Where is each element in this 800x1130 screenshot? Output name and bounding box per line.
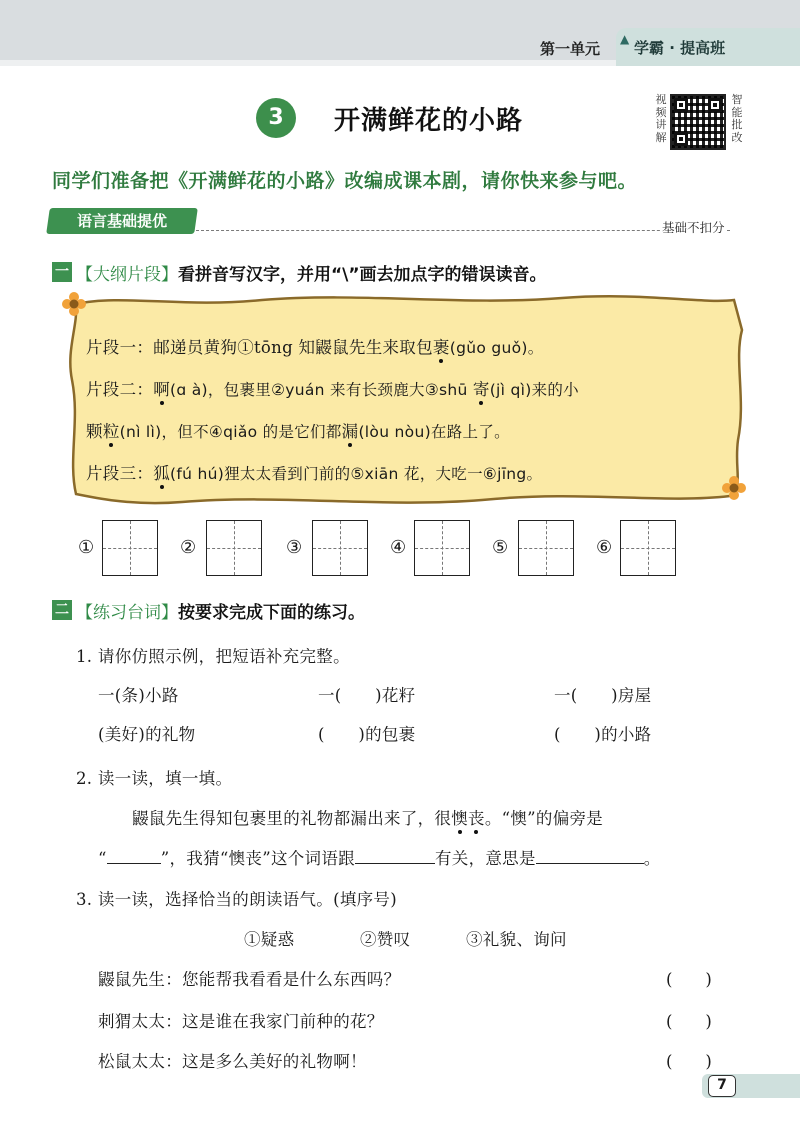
footer-tab: [702, 1074, 800, 1098]
question-1-marker: 一: [52, 262, 72, 282]
writing-grid[interactable]: [414, 520, 470, 576]
question-2-heading: [76, 598, 365, 623]
answer-paren[interactable]: ( ): [666, 1052, 712, 1071]
writing-grid[interactable]: [518, 520, 574, 576]
grid-label: ⑥: [596, 537, 613, 558]
phrase-item: 一(条)小路: [98, 686, 179, 705]
phrase-blank[interactable]: 一( )房屋: [554, 686, 652, 705]
answer-blank[interactable]: [107, 848, 161, 864]
option-item: ①疑惑: [244, 930, 295, 949]
dotted-char: 狐: [153, 464, 171, 483]
fill-in-line: “ ”，我猜“懊丧”这个词语跟 有关，意思是 。: [98, 849, 661, 868]
option-item: ③礼貌、询问: [466, 930, 567, 949]
grid-label: ③: [286, 537, 303, 558]
qr-right-caption: 智能批改: [731, 93, 743, 144]
grid-label: ④: [390, 537, 407, 558]
dialogue-line: 松鼠太太：这是多么美好的礼物啊！: [98, 1052, 367, 1071]
phrase-blank[interactable]: 一( )花籽: [318, 686, 416, 705]
question-1-heading: [76, 260, 547, 285]
sub-question-1: 1. 请你仿照示例，把短语补充完整。: [76, 647, 350, 666]
cap-icon: ▲: [620, 32, 630, 46]
question-2-instruction: 按要求完成下面的练习。: [178, 603, 365, 623]
question-1-instruction: 看拼音写汉字，并用“\”画去加点字的错误读音。: [178, 265, 547, 285]
writing-grid[interactable]: [312, 520, 368, 576]
excerpt-line-3: 颗粒(nì lì)，但不④qiǎo 的是它们都漏(lòu nòu)在路上了。: [86, 422, 510, 441]
answer-paren[interactable]: ( ): [666, 970, 712, 989]
dotted-char: 裹: [432, 338, 450, 357]
dotted-char: 啊: [153, 380, 171, 399]
writing-grid[interactable]: [102, 520, 158, 576]
page-title: 开满鲜花的小路: [334, 106, 524, 136]
dotted-char: 漏: [341, 422, 359, 441]
answer-blank[interactable]: [355, 848, 435, 864]
reading-paragraph: 鼹鼠先生得知包裹里的礼物都漏出来了，很懊丧。“懊”的偏旁是: [132, 809, 604, 828]
dotted-char: 懊: [451, 809, 469, 828]
section-title: 语言基础提优: [76, 212, 167, 230]
grid-label: ①: [78, 537, 95, 558]
unit-label: 第一单元: [540, 40, 601, 58]
lesson-number: 3: [256, 98, 296, 138]
question-2-tag: 【练习台词】: [76, 603, 178, 623]
section-banner: [46, 208, 198, 234]
writing-grid[interactable]: [206, 520, 262, 576]
page-number: 7: [708, 1075, 736, 1097]
grid-label: ⑤: [492, 537, 509, 558]
qr-left-caption: 视频讲解: [655, 93, 667, 144]
brand-label: 学霸 · 提高班: [634, 39, 726, 57]
dialogue-line: 鼹鼠先生：您能帮我看看是什么东西吗？: [98, 970, 401, 989]
section-note: 基础不扣分: [662, 220, 725, 235]
answer-paren[interactable]: ( ): [666, 1012, 712, 1031]
phrase-blank[interactable]: ( )的小路: [554, 725, 652, 744]
excerpt-line-2: 片段二：啊(ɑ à)，包裹里②yuán 来有长颈鹿大③shū 寄(jì qì)来的小: [86, 380, 579, 399]
phrase-item: (美好)的礼物: [98, 725, 196, 744]
option-item: ②赞叹: [360, 930, 411, 949]
phrase-blank[interactable]: ( )的包裹: [318, 725, 416, 744]
grid-label: ②: [180, 537, 197, 558]
dotted-char: 丧: [468, 809, 485, 828]
dialogue-line: 刺猬太太：这是谁在我家门前种的花？: [98, 1012, 384, 1031]
qr-code-icon[interactable]: [670, 94, 726, 150]
dotted-char: 寄: [472, 380, 490, 399]
writing-grid[interactable]: [620, 520, 676, 576]
excerpt-line-1: 片段一：邮递员黄狗①tōng 知鼹鼠先生来取包裹(gǔo guǒ)。: [86, 338, 544, 357]
sub-question-2: 2. 读一读，填一填。: [76, 769, 233, 788]
answer-blank[interactable]: [536, 848, 644, 864]
question-1-tag: 【大纲片段】: [76, 265, 178, 285]
sub-question-3: 3. 读一读，选择恰当的朗读语气。(填序号): [76, 890, 397, 909]
intro-text: 同学们准备把《开满鲜花的小路》改编成课本剧，请你快来参与吧。: [52, 170, 638, 192]
excerpt-line-4: 片段三：狐(fú hú)狸太太看到门前的⑤xiān 花，大吃一⑥jīng。: [86, 464, 543, 483]
section-divider: [196, 230, 730, 231]
question-2-marker: 二: [52, 600, 72, 620]
brand-tab: [616, 28, 800, 66]
dotted-char: 粒: [102, 422, 120, 441]
